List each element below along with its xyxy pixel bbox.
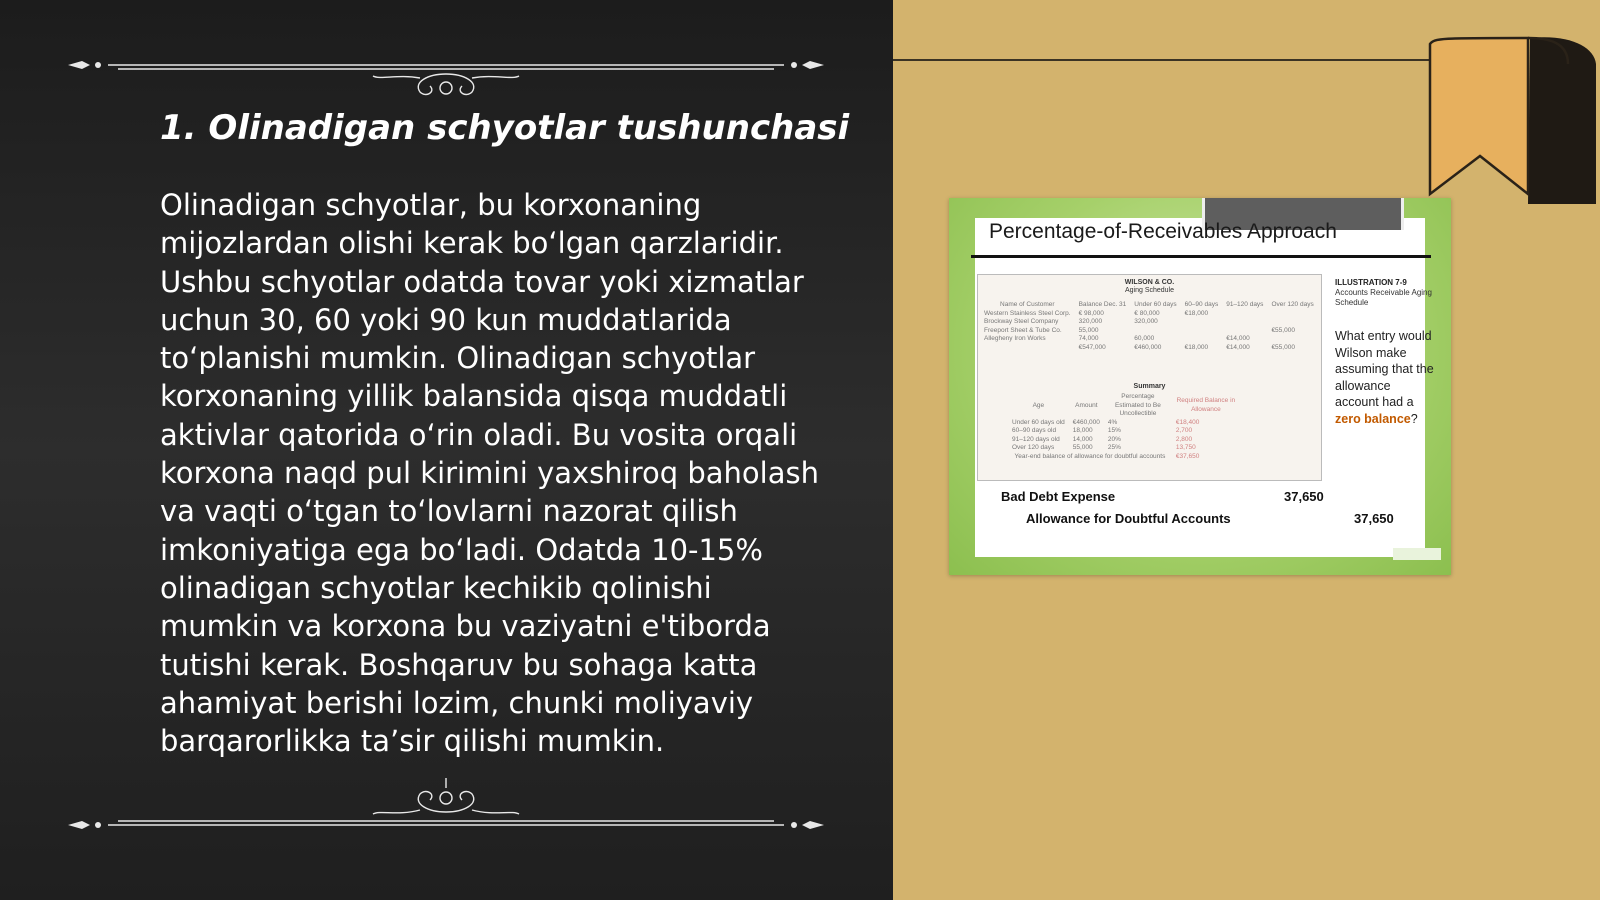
table-cell [1181,335,1223,344]
table-header: 91–120 days [1226,301,1264,308]
table-cell: €18,000 [1184,309,1209,317]
year-end-label: Year-end balance of allowance for doubtful accounts [1014,452,1166,460]
image-corner-tab [1393,548,1441,560]
table-header: 60–90 days [1184,301,1219,308]
table-cell: 14,000 [1072,435,1093,443]
table-cell: 4% [1107,418,1118,426]
credit-account: Allowance for Doubtful Accounts [1026,511,1231,526]
table-cell [1130,327,1180,336]
aging-schedule-image [949,198,1451,575]
table-cell: € 98,000 [1078,309,1104,317]
table-cell [1181,327,1223,336]
year-end-value: €37,650 [1175,452,1200,460]
table-cell: Western Stainless Steel Corp. [984,309,1071,317]
table-cell: 320,000 [1078,318,1103,325]
illustration-label: ILLUSTRATION 7-9 [1335,278,1407,287]
question-text [1335,328,1435,427]
summary-table [1008,393,1240,461]
table-cell: 320,000 [1134,318,1158,325]
table-cell: Under 60 days old [1012,418,1065,426]
top-divider-line [893,59,1453,61]
table-cell: Brockway Steel Company [984,318,1059,325]
table-cell: Allegheny Iron Works [984,335,1046,342]
company-name: WILSON & CO. [1124,279,1175,286]
table-cell: Freeport Sheet & Tube Co. [984,326,1062,334]
table-row [980,310,1318,319]
table-row [980,327,1318,336]
table-cell: €460,000 [1072,418,1100,426]
illustration-caption-text: Accounts Receivable Aging Schedule [1335,288,1432,307]
slide-title: 1. Olinadigan schyotlar tushunchasi [160,108,850,148]
table-row [980,318,1318,327]
image-title-rule [971,255,1431,258]
aging-schedule-table [977,274,1322,481]
table-header: Age [1032,401,1045,409]
table-cell: Over 120 days [1012,444,1055,451]
table-cell [1267,310,1317,319]
table-row [1008,444,1240,453]
summary-label: Summary [1133,383,1166,390]
table-cell: €18,000 [1184,343,1209,351]
question-highlight: zero balance [1335,411,1411,426]
table-cell: € 80,000 [1134,309,1160,317]
table-cell: 55,000 [1078,326,1099,334]
question-body: What entry would Wilson make assuming that the allowance account had a [1335,329,1434,409]
table-header: Balance Dec. 31 [1078,301,1127,308]
table-row [1008,436,1240,445]
table-cell: €14,000 [1226,335,1250,342]
table-cell: 2,800 [1175,435,1193,443]
table-row [980,335,1318,344]
table-header: Name of Customer [1000,301,1055,308]
table-cell: 25% [1107,444,1121,451]
customer-table [980,301,1318,352]
table-header: Over 120 days [1271,301,1314,308]
image-title: Percentage-of-Receivables Approach [989,220,1337,243]
slide-body-text: Olinadigan schyotlar, bu korxonaning mijozlardan olishi kerak boʻlgan qarzlaridir. Ushbu schyotlar odatda tovar yoki xizmatlar uchun 30, 60 yoki 90 kun muddatlarida toʻplanishi mumkin. Olinadigan schyotlar korxonaning yillik balansida qisqa muddatli aktivlar qatorida oʻrin oladi. Bu vosita orqali korxona naqd pul kirimini yaxshiroq baholash va vaqti oʻtgan toʻlovlarni nazorat qilish imkoniyatiga ega boʻladi. Odatda 10-15% olinadigan schyotlar kechikib qolinishi mumkin va korxona bu vaziyatni e'tiborda tutishi kerak. Boshqaruv bu sohaga katta ahamiyat berishi lozim, chunki moliyaviy barqarorlikka taʼsir qilishi mumkin. [160,188,819,759]
table-header: Under 60 days [1134,301,1177,308]
table-row [1008,427,1240,436]
schedule-name: Aging Schedule [1124,287,1175,294]
table-cell: €547,000 [1078,343,1106,351]
table-totals-row [1008,453,1240,462]
table-cell: 15% [1107,427,1121,434]
table-cell: €55,000 [1271,343,1295,351]
illustration-caption [1335,278,1435,308]
table-cell [1222,310,1267,319]
table-header: Required Balance in Allowance [1176,397,1236,413]
debit-account: Bad Debt Expense [1001,489,1116,504]
question-end: ? [1410,411,1418,426]
table-header-row [980,301,1318,310]
table-row [1008,419,1240,428]
table-cell [1267,318,1317,327]
bookmark-ribbon-icon [1418,34,1600,204]
table-cell: €460,000 [1134,343,1162,351]
bottom-ornament-divider [68,770,824,830]
table-cell: 13,750 [1175,444,1196,451]
table-cell: €55,000 [1271,326,1295,334]
table-cell: 60–90 days old [1012,427,1057,434]
table-cell [1181,318,1223,327]
table-cell: €14,000 [1226,343,1250,351]
table-cell: 60,000 [1134,335,1155,342]
debit-amount: 37,650 [1284,489,1324,504]
table-cell [1222,318,1267,327]
table-cell: €18,400 [1175,418,1200,426]
table-cell: 2,700 [1175,427,1193,434]
table-header-row [1008,393,1240,419]
table-totals-row [980,344,1318,353]
table-cell: 74,000 [1078,335,1099,342]
table-cell: 18,000 [1072,427,1093,434]
top-ornament-divider [68,40,824,100]
credit-amount: 37,650 [1354,511,1394,526]
table-cell [1267,335,1317,344]
table-header: Amount [1075,401,1098,409]
table-header: Percentage Estimated to Be Uncollectible [1114,393,1161,417]
table-cell: 20% [1107,435,1121,443]
table-cell [1222,327,1267,336]
table-cell: 91–120 days old [1012,435,1060,443]
table-cell: 55,000 [1072,444,1093,451]
